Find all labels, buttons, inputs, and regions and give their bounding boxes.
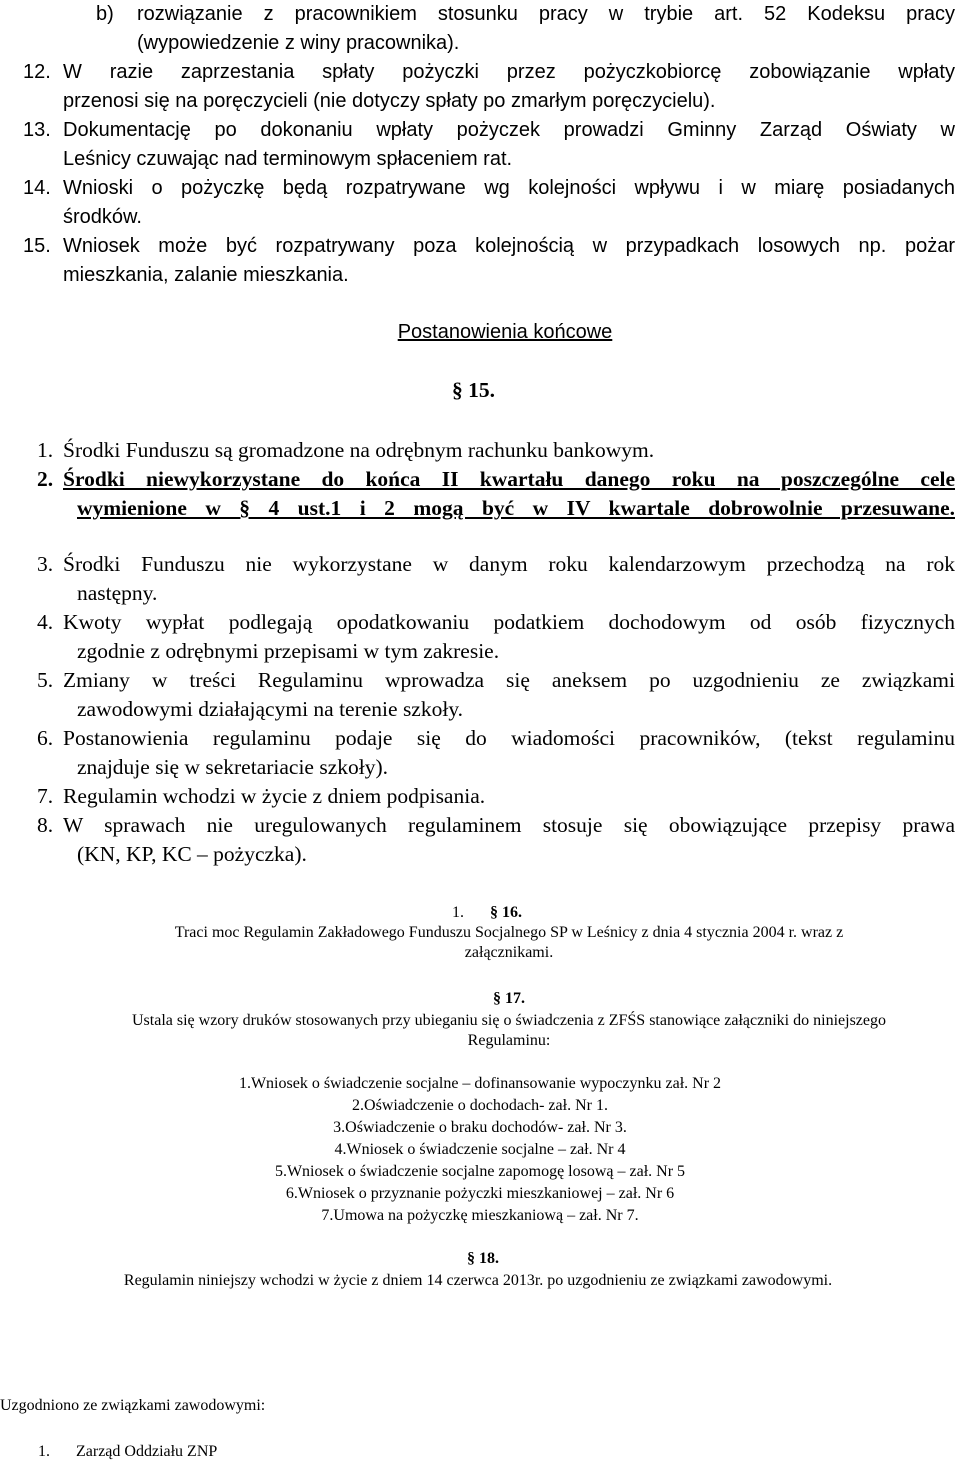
- item-line: mieszkania, zalanie mieszkania.: [63, 264, 349, 286]
- section-16-label: § 16.: [490, 904, 522, 921]
- section-16-text: Traci moc Regulamin Zakładowego Funduszu Socjalnego SP w Leśnicy z dnia 4 stycznia 2004 r. wraz z: [174, 924, 844, 941]
- item-line: (KN, KP, KC – pożyczka).: [77, 842, 307, 866]
- section-17-label: § 17.: [493, 990, 525, 1007]
- item-line: Zmiany w treści Regulaminu wprowadza się aneksem po uzgodnieniu ze związkami: [63, 668, 955, 692]
- list-item: 2.Oświadczenie o dochodach- zał. Nr 1.: [352, 1097, 608, 1114]
- list-item: 1.Wniosek o świadczenie socjalne – dofinansowanie wypoczynku zał. Nr 2: [238, 1075, 722, 1092]
- section-16-text: załącznikami.: [464, 944, 554, 961]
- section-17-text: Regulaminu:: [467, 1032, 551, 1049]
- item-number: 1.: [38, 1443, 50, 1460]
- agreed-label: Uzgodniono ze związkami zawodowymi:: [0, 1397, 266, 1414]
- signatory-name: Zarząd Oddziału ZNP: [76, 1443, 218, 1460]
- item-line: Środki Funduszu nie wykorzystane w danym roku kalendarzowym przechodzą na rok: [63, 552, 955, 576]
- section-17-text: Ustala się wzory druków stosowanych przy ubieganiu się o świadczenia z ZFŚS stanowiące załączniki do niniejszego: [131, 1012, 886, 1029]
- item-number: 8.: [37, 813, 54, 837]
- list-item: 5.Wniosek o świadczenie socjalne zapomogę losową – zał. Nr 5: [274, 1163, 686, 1180]
- item-line: środków.: [63, 206, 142, 228]
- item-number: 14.: [23, 177, 51, 199]
- item-b-line2: (wypowiedzenie z winy pracownika).: [137, 32, 460, 54]
- item-line: zawodowymi działającymi na terenie szkoły.: [77, 697, 464, 721]
- list-item: 7.Umowa na pożyczkę mieszkaniową – zał. Nr 7.: [321, 1207, 639, 1224]
- item-number: 4.: [37, 610, 54, 634]
- item-number: 2.: [37, 467, 54, 491]
- section-15-label: § 15.: [452, 378, 495, 402]
- item-line: wymienione w § 4 ust.1 i 2 mogą być w IV kwartale dobrowolnie przesuwane.: [77, 496, 955, 520]
- item-line: Środki niewykorzystane do końca II kwartału danego roku na poszczególne cele: [63, 467, 955, 491]
- item-line: znajduje się w sekretariacie szkoły).: [77, 755, 389, 779]
- item-number: 7.: [37, 784, 54, 808]
- item-line: Środki Funduszu są gromadzone na odrębnym rachunku bankowym.: [63, 438, 655, 462]
- item-number: 3.: [37, 552, 54, 576]
- item-line: Postanowienia regulaminu podaje się do wiadomości pracowników, (tekst regulaminu: [63, 726, 955, 750]
- item-line: Wnioski o pożyczkę będą rozpatrywane wg kolejności wpływu i w miarę posiadanych: [63, 177, 955, 199]
- list-item: 6.Wniosek o przyznanie pożyczki mieszkaniowej – zał. Nr 6: [285, 1185, 675, 1202]
- item-number: 13.: [23, 119, 51, 141]
- item-line: Kwoty wypłat podlegają opodatkowaniu podatkiem dochodowym od osób fizycznych: [63, 610, 955, 634]
- item-line: W razie zaprzestania spłaty pożyczki przez pożyczkobiorcę zobowiązanie wpłaty: [63, 61, 955, 83]
- item-b-line1: rozwiązanie z pracownikiem stosunku pracy w trybie art. 52 Kodeksu pracy: [137, 3, 955, 25]
- section-18-text: Regulamin niniejszy wchodzi w życie z dniem 14 czerwca 2013r. po uzgodnieniu ze związkami zawodowymi.: [123, 1272, 833, 1289]
- item-number: 1.: [37, 438, 54, 462]
- list-item: 4.Wniosek o świadczenie socjalne – zał. Nr 4: [334, 1141, 626, 1158]
- list-item: 3.Oświadczenie o braku dochodów- zał. Nr 3.: [333, 1119, 627, 1136]
- section-16-prefix: 1.: [452, 904, 464, 921]
- item-line: Dokumentację po dokonaniu wpłaty pożyczek prowadzi Gminny Zarząd Oświaty w: [63, 119, 955, 141]
- item-line: następny.: [77, 581, 158, 605]
- item-number: 6.: [37, 726, 54, 750]
- item-line: zgodnie z odrębnymi przepisami w tym zakresie.: [77, 639, 500, 663]
- item-number: 15.: [23, 235, 51, 257]
- item-line: Regulamin wchodzi w życie z dniem podpisania.: [63, 784, 486, 808]
- item-line: przenosi się na poręczycieli (nie dotyczy spłaty po zmarłym poręczycielu).: [63, 90, 716, 112]
- item-number: 12.: [23, 61, 51, 83]
- final-provisions-heading: Postanowienia końcowe: [397, 321, 613, 343]
- item-line: Wniosek może być rozpatrywany poza kolejnością w przypadkach losowych np. pożar: [63, 235, 955, 257]
- item-number: 5.: [37, 668, 54, 692]
- item-line: Leśnicy czuwając nad terminowym spłaceniem rat.: [63, 148, 513, 170]
- item-b-marker: b): [96, 3, 114, 25]
- section-18-label: § 18.: [467, 1250, 499, 1267]
- item-line: W sprawach nie uregulowanych regulaminem stosuje się obowiązujące przepisy prawa: [63, 813, 955, 837]
